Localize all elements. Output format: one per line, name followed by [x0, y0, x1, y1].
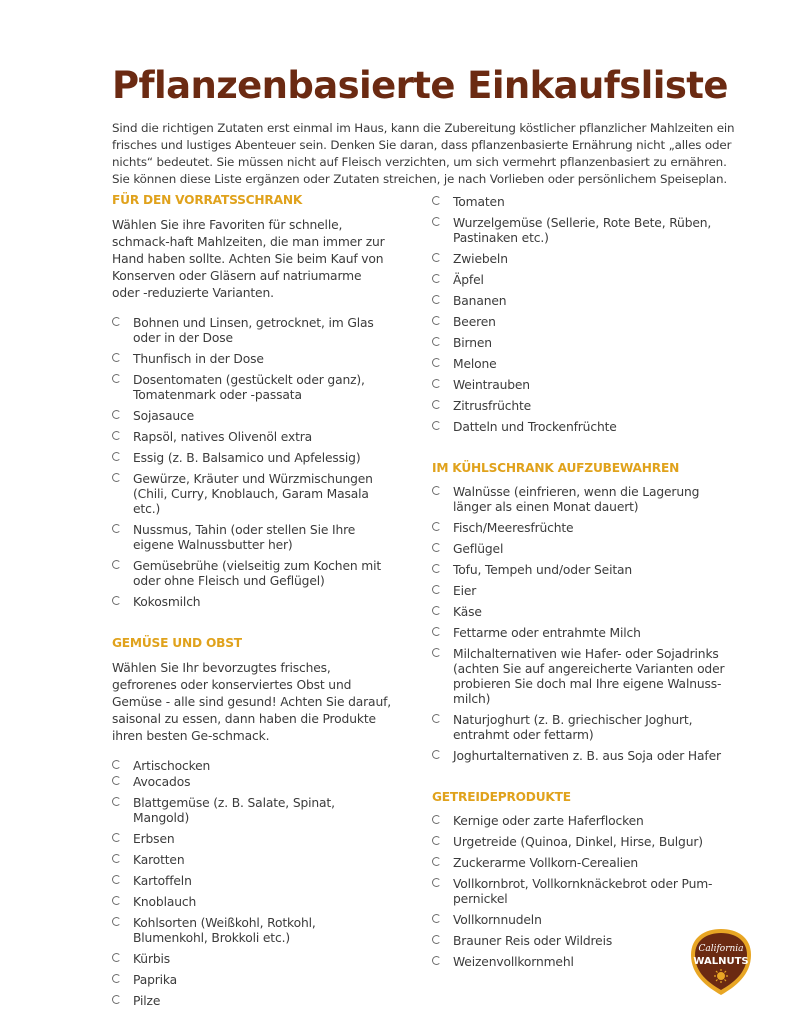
checkbox-circle-icon[interactable] [112, 410, 121, 419]
checkbox-circle-icon[interactable] [112, 797, 121, 806]
list-item[interactable]: Karotten [112, 853, 392, 868]
checkbox-circle-icon[interactable] [432, 421, 441, 430]
checkbox-circle-icon[interactable] [432, 564, 441, 573]
list-item[interactable]: Naturjoghurt (z. B. griechischer Joghurt, entrahmt oder fettarm) [432, 713, 732, 743]
list-item[interactable]: Blattgemüse (z. B. Salate, Spinat, Mangold) [112, 796, 392, 826]
list-item[interactable]: Vollkornnudeln [432, 913, 732, 928]
list-item[interactable]: Joghurtalternativen z. B. aus Soja oder Hafer [432, 749, 732, 764]
list-gemuese-continued [432, 195, 732, 435]
list-item[interactable]: Eier [432, 584, 732, 599]
list-item[interactable]: Bananen [432, 294, 732, 309]
checkbox-circle-icon[interactable] [112, 995, 121, 1004]
right-column [432, 195, 732, 976]
list-item[interactable]: Sojasauce [112, 409, 392, 424]
list-item[interactable]: Kürbis [112, 952, 392, 967]
list-item[interactable]: Brauner Reis oder Wildreis [432, 934, 732, 949]
checkbox-circle-icon[interactable] [112, 833, 121, 842]
list-item[interactable]: Geflügel [432, 542, 732, 557]
checkbox-circle-icon[interactable] [432, 337, 441, 346]
section-title-getreide: GETREIDEPRODUKTE [432, 790, 571, 804]
list-item[interactable]: Urgetreide (Quinoa, Dinkel, Hirse, Bulgur) [432, 835, 732, 850]
left-column [112, 193, 392, 1015]
list-item[interactable]: Kartoffeln [112, 874, 392, 889]
checkbox-circle-icon[interactable] [432, 522, 441, 531]
list-item[interactable]: Zitrusfrüchte [432, 399, 732, 414]
checkbox-circle-icon[interactable] [112, 353, 121, 362]
list-getreide [432, 814, 732, 970]
list-item[interactable]: Kokosmilch [112, 595, 392, 610]
list-item[interactable]: Weintrauben [432, 378, 732, 393]
list-item[interactable]: Weizenvollkornmehl [432, 955, 732, 970]
list-item[interactable]: Zwiebeln [432, 252, 732, 267]
list-item[interactable]: Kernige oder zarte Haferflocken [432, 814, 732, 829]
checkbox-circle-icon[interactable] [112, 917, 121, 926]
list-item[interactable]: Erbsen [112, 832, 392, 847]
checkbox-circle-icon[interactable] [432, 253, 441, 262]
list-item[interactable]: Essig (z. B. Balsamico und Apfelessig) [112, 451, 392, 466]
list-item[interactable]: Vollkornbrot, Vollkornknäckebrot oder Pum-pernickel [432, 877, 732, 907]
checkbox-circle-icon[interactable] [432, 606, 441, 615]
checkbox-circle-icon[interactable] [432, 627, 441, 636]
checkbox-circle-icon[interactable] [432, 486, 441, 495]
checkbox-circle-icon[interactable] [112, 473, 121, 482]
list-item[interactable]: Thunfisch in der Dose [112, 352, 392, 367]
checkbox-circle-icon[interactable] [432, 585, 441, 594]
list-item[interactable]: Rapsöl, natives Olivenöl extra [112, 430, 392, 445]
checkbox-circle-icon[interactable] [432, 358, 441, 367]
list-item[interactable]: Nussmus, Tahin (oder stellen Sie Ihre eigene Walnussbutter her) [112, 523, 392, 553]
checkbox-circle-icon[interactable] [432, 935, 441, 944]
list-item[interactable]: Bohnen und Linsen, getrocknet, im Glas oder in der Dose [112, 316, 392, 346]
list-item[interactable]: Dosentomaten (gestückelt oder ganz), Tomatenmark oder -passata [112, 373, 392, 403]
checkbox-circle-icon[interactable] [432, 878, 441, 887]
list-item[interactable]: Tofu, Tempeh und/oder Seitan [432, 563, 732, 578]
section-title-gemuese: GEMÜSE UND OBST [112, 636, 242, 650]
list-vorrat [112, 316, 392, 610]
list-item[interactable]: Fisch/Meeresfrüchte [432, 521, 732, 536]
section-desc-vorrat: Wählen Sie ihre Favoriten für schnelle, schmack-haft Mahlzeiten, die man immer zur Hand haben sollte. Achten Sie beim Kauf von Konserven oder Gläsern auf natriumarme oder -reduzierte Varianten. [112, 218, 385, 300]
checkbox-circle-icon[interactable] [112, 374, 121, 383]
list-item[interactable]: Walnüsse (einfrieren, wenn die Lagerung länger als einen Monat dauert) [432, 485, 732, 515]
checkbox-circle-icon[interactable] [112, 317, 121, 326]
section-gap [432, 441, 732, 461]
list-item[interactable]: Gemüsebrühe (vielseitig zum Kochen mit oder ohne Fleisch und Geflügel) [112, 559, 392, 589]
list-kuehl [432, 485, 732, 764]
section-title-vorrat: FÜR DEN VORRATSSCHRANK [112, 193, 303, 207]
logo-text-california: California [698, 944, 744, 954]
checkbox-circle-icon[interactable] [432, 836, 441, 845]
checkbox-circle-icon[interactable] [432, 295, 441, 304]
checkbox-circle-icon[interactable] [112, 875, 121, 884]
list-item[interactable]: Artischocken [112, 759, 392, 774]
list-item[interactable]: Knoblauch [112, 895, 392, 910]
list-item[interactable]: Kohlsorten (Weißkohl, Rotkohl, Blumenkohl, Brokkoli etc.) [112, 916, 392, 946]
list-item[interactable]: Gewürze, Kräuter und Würzmischungen (Chili, Curry, Knoblauch, Garam Masala etc.) [112, 472, 392, 517]
checkbox-circle-icon[interactable] [112, 452, 121, 461]
list-item[interactable]: Pilze [112, 994, 392, 1009]
list-item[interactable]: Milchalternativen wie Hafer- oder Sojadrinks (achten Sie auf angereicherte Varianten oder probieren Sie doch mal Ihre eigene Walnuss-milch) [432, 647, 732, 707]
checkbox-circle-icon[interactable] [432, 714, 441, 723]
checkbox-circle-icon[interactable] [432, 956, 441, 965]
checkbox-circle-icon[interactable] [432, 217, 441, 226]
list-gemuese [112, 759, 392, 1009]
section-gap [112, 616, 392, 636]
checkbox-circle-icon[interactable] [112, 854, 121, 863]
section-gap [432, 770, 732, 790]
page-title: Pflanzenbasierte Einkaufsliste [112, 64, 728, 107]
checkbox-circle-icon[interactable] [112, 431, 121, 440]
checkbox-circle-icon[interactable] [432, 543, 441, 552]
checkbox-circle-icon[interactable] [432, 379, 441, 388]
list-item[interactable]: Datteln und Trockenfrüchte [432, 420, 732, 435]
list-item[interactable]: Birnen [432, 336, 732, 351]
checkbox-circle-icon[interactable] [112, 953, 121, 962]
checkbox-circle-icon[interactable] [112, 896, 121, 905]
california-walnuts-logo [689, 927, 753, 997]
list-item[interactable]: Wurzelgemüse (Sellerie, Rote Bete, Rüben, Pastinaken etc.) [432, 216, 732, 246]
list-item[interactable]: Avocados [112, 775, 392, 790]
checkbox-circle-icon[interactable] [112, 974, 121, 983]
list-item[interactable]: Fettarme oder entrahmte Milch [432, 626, 732, 641]
checkbox-circle-icon[interactable] [112, 596, 121, 605]
list-item[interactable]: Käse [432, 605, 732, 620]
checkbox-circle-icon[interactable] [432, 196, 441, 205]
checkbox-circle-icon[interactable] [112, 776, 121, 785]
checkbox-circle-icon[interactable] [432, 815, 441, 824]
checkbox-circle-icon[interactable] [432, 316, 441, 325]
intro-text: Sind die richtigen Zutaten erst einmal im Haus, kann die Zubereitung köstlicher pflanzlicher Mahlzeiten ein frisches und lustiges Abenteuer sein. Denken Sie daran, dass pflanzenbasierte Ernährung nicht „alles oder nichts“ bedeutet. Sie müssen nicht auf Fleisch verzichten, um sich vermehrt pflanzenbasiert zu ernähren. Sie können diese Liste ergänzen oder Zutaten streichen, je nach Vorlieben oder persönlichem Speiseplan. [112, 121, 735, 187]
section-desc-gemuese: Wählen Sie Ihr bevorzugtes frisches, gefrorenes oder konserviertes Obst und Gemüse - alle sind gesund! Achten Sie darauf, saisonal zu essen, dann haben die Produkte ihren besten Ge-schmack. [112, 661, 392, 743]
checkbox-circle-icon[interactable] [432, 914, 441, 923]
checkbox-circle-icon[interactable] [112, 524, 121, 533]
list-item[interactable]: Beeren [432, 315, 732, 330]
section-title-kuehl: IM KÜHLSCHRANK AUFZUBEWAHREN [432, 461, 680, 475]
list-item[interactable]: Äpfel [432, 273, 732, 288]
list-item[interactable]: Zuckerarme Vollkorn-Cerealien [432, 856, 732, 871]
logo-text-walnuts: WALNUTS [693, 956, 749, 967]
list-item[interactable]: Tomaten [432, 195, 732, 210]
checkbox-circle-icon[interactable] [112, 560, 121, 569]
checkbox-circle-icon[interactable] [432, 648, 441, 657]
checkbox-circle-icon[interactable] [432, 274, 441, 283]
checkbox-circle-icon[interactable] [432, 857, 441, 866]
list-item[interactable]: Melone [432, 357, 732, 372]
list-item[interactable]: Paprika [112, 973, 392, 988]
checkbox-circle-icon[interactable] [112, 760, 121, 769]
checkbox-circle-icon[interactable] [432, 750, 441, 759]
checkbox-circle-icon[interactable] [432, 400, 441, 409]
